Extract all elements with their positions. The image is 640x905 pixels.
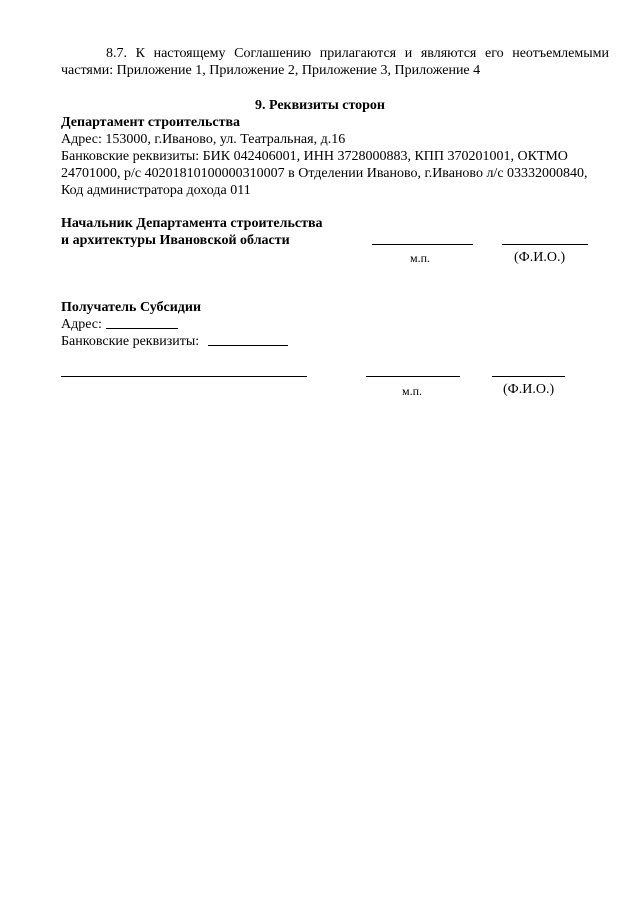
head-stamp-label: м.п. [410, 251, 431, 265]
department-bank-line1: Банковские реквизиты: БИК 042406001, ИНН 3728000883, КПП 370201001, ОКТМО [61, 149, 568, 164]
clause-8-7-line1: 8.7. К настоящему Соглашению прилагаются и являются его неотъемлемыми [106, 46, 609, 61]
recipient-address-blank [106, 328, 178, 329]
department-bank-line2: 24701000, р/с 40201810100000310007 в Отделении Иваново, г.Иваново л/с 03332000840, [61, 166, 588, 181]
section-9-heading: 9. Реквизиты сторон [254, 98, 386, 113]
recipient-signature-line [366, 376, 460, 377]
department-admin-code: Код администратора дохода 011 [61, 183, 251, 198]
recipient-bank-blank [208, 345, 288, 346]
head-signature-line [372, 244, 473, 245]
clause-8-7 [61, 45, 609, 79]
head-title-line1: Начальник Департамента строительства [61, 216, 323, 231]
head-title-line2: и архитектуры Ивановской области [61, 233, 290, 248]
head-name-label: (Ф.И.О.) [514, 250, 566, 265]
department-address: Адрес: 153000, г.Иваново, ул. Театральная, д.16 [61, 132, 346, 147]
recipient-bank-label: Банковские реквизиты: [61, 334, 200, 349]
department-name: Департамент строительства [61, 115, 241, 130]
recipient-position-line [61, 376, 307, 377]
head-name-line [502, 244, 588, 245]
recipient-title: Получатель Субсидии [61, 300, 202, 315]
clause-8-7-line2: частями: Приложение 1, Приложение 2, Приложение 3, Приложение 4 [61, 63, 481, 78]
recipient-name-label: (Ф.И.О.) [503, 382, 555, 397]
recipient-address-label: Адрес: [61, 317, 102, 332]
recipient-name-line [492, 376, 565, 377]
recipient-stamp-label: м.п. [402, 384, 423, 398]
